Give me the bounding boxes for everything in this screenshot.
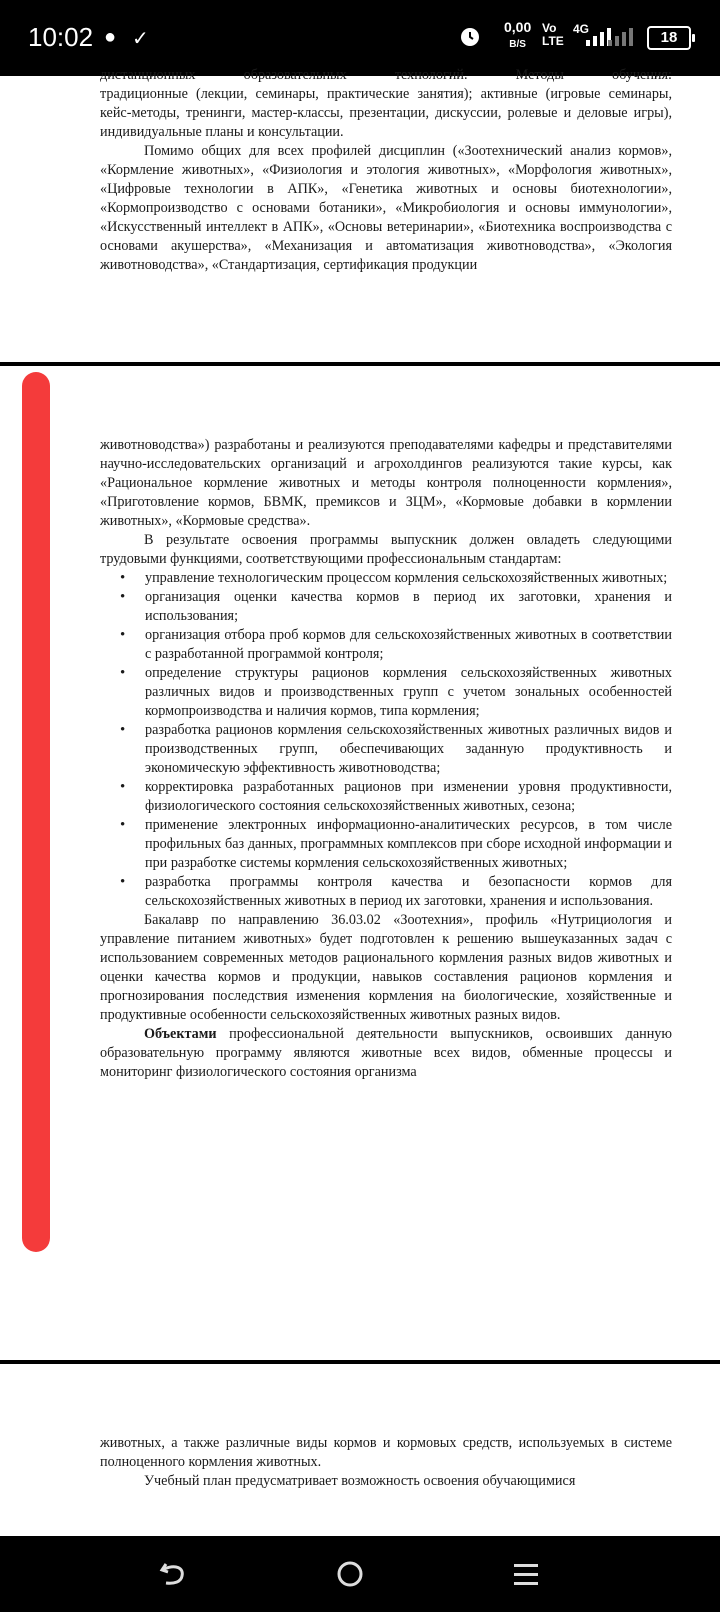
paragraph: животноводства») разработаны и реализуются преподавателями кафедры и представителями научно-исследовательских организаций и агрохолдингов реализуются такие курсы, как «Рациональное кормление животных и методы контроля полноценности кормления», «Приготовление кормов, БВМК, премиксов и ЗЦМ», «Кормовые добавки в кормлении животных», «Кормовые средства».: [100, 437, 672, 529]
back-icon[interactable]: [154, 1554, 194, 1594]
check-icon: ✓: [132, 28, 149, 50]
paragraph: В результате освоения программы выпускник должен овладеть следующими трудовыми функциями, соответствующими профессиональным стандартам:: [100, 532, 672, 567]
network-type: 4G: [573, 22, 590, 36]
fire-icon: ●: [104, 26, 117, 48]
net-speed: 0,00 B/S: [504, 19, 532, 50]
bold-term: Объектами: [144, 1026, 217, 1042]
red-highlight-stroke: [22, 372, 50, 1252]
document-page-1: [0, 67, 720, 362]
document-page-2: [0, 366, 720, 1360]
paragraph: Помимо общих для всех профилей дисциплин («Зоотехнический анализ кормов», «Кормление животных», «Физиология и этология животных», «Морфология животных», «Цифровые технологии в АПК», «Генетика животных и основы биотехнологии», «Кормопроизводство с основами ботаники», «Микробиология и основы иммунологии», «Искусственный интеллект в АПК», «Основы ветеринарии», «Биотехника воспроизводства с основами акушерства», «Механизация и автоматизация животноводства», «Экология животноводства», «Стандартизация, сертификация продукции: [100, 143, 672, 273]
paragraph: животных, а также различные виды кормов и кормовых средств, используемых в системе полноценного кормления животных.: [100, 1435, 672, 1470]
list-item: • корректировка разработанных рационов при изменении уровня продуктивности, физиологического состояния сельскохозяйственных животных, сезона;: [100, 778, 672, 816]
paragraph: Учебный план предусматривает возможность освоения обучающимися: [144, 1473, 576, 1489]
status-bar: [0, 0, 720, 76]
paragraph: традиционные (лекции, семинары, практические занятия); активные (игровые семинары, кейс-методы, тренинги, мастер-классы, презентации, дискуссии, ролевые и деловые игры), индивидуальные планы и консультации.: [100, 86, 672, 140]
list-item: • организация отбора проб кормов для сельскохозяйственных животных в соответствии с разработанной программой контроля;: [100, 626, 672, 664]
list-item: • организация оценки качества кормов в период их заготовки, хранения и использования;: [100, 588, 672, 626]
signal-2-icon: [608, 28, 633, 46]
list-item: • разработка рационов кормления сельскохозяйственных животных различных видов и производственных групп, обеспечивающих заданную продуктивность и экономическую эффективность животноводства;: [100, 721, 672, 778]
home-icon[interactable]: [330, 1554, 370, 1594]
paragraph: Объектами профессиональной деятельности выпускников, освоивших данную образовательную программу являются животные всех видов, обменные процессы и мониторинг физиологического состояния организма: [100, 1026, 672, 1080]
list-item: • разработка программы контроля качества и безопасности кормов для сельскохозяйственных животных в период их заготовки, хранения и использования.: [100, 873, 672, 911]
clock: 10:02: [28, 22, 94, 52]
battery-icon: 18: [647, 26, 691, 50]
volte-indicator: Vo LTE: [542, 21, 564, 48]
partial-line: дистанционных образовательных технологий. Методы обучения:: [100, 67, 672, 83]
navigation-bar: [0, 1536, 720, 1612]
paragraph: Бакалавр по направлению 36.03.02 «Зоотехния», профиль «Нутрициология и управление питанием животных» будет подготовлен к решению вышеуказанных задач с использованием современных методов рационального кормления разных видов животных и оценки качества кормов и продукции, навыков составления рационов кормления и прогнозирования последствия изменения кормления на биологические, хозяйственные и продуктивные особенности сельскохозяйственных животных разных видов.: [100, 912, 672, 1023]
list-item: • определение структуры рационов кормления сельскохозяйственных животных различных видов и производственных групп с учетом зональных особенностей кормопроизводства и наличия кормов, типа кормления;: [100, 664, 672, 721]
list-item: • управление технологическим процессом кормления сельскохозяйственных животных;: [100, 569, 672, 588]
recents-icon[interactable]: [506, 1554, 546, 1594]
page1-text: [100, 66, 672, 275]
alarm-icon: [458, 24, 482, 48]
page2-text: [100, 436, 672, 1082]
list-item: • применение электронных информационно-аналитических ресурсов, в том числе профильных баз данных, программных комплексов при сборе исходной информации и при разработке системы кормления сельскохозяйственных животных;: [100, 816, 672, 873]
bullet-list: [100, 569, 672, 911]
document-page-3: [0, 1364, 720, 1536]
page3-text: [100, 1434, 672, 1491]
